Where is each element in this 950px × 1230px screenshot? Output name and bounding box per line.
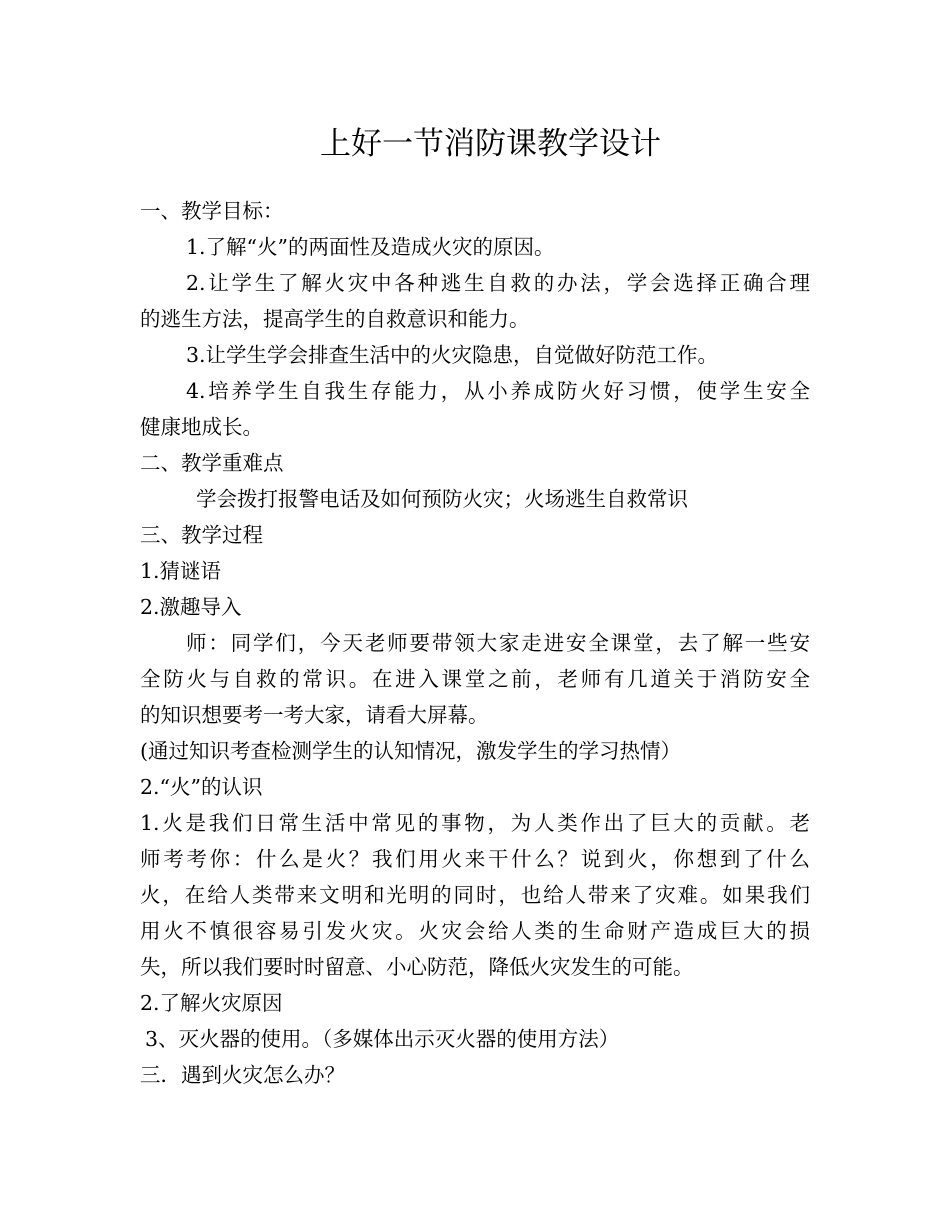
process-step-fire-knowledge: 2.“火”的认识: [140, 775, 263, 799]
fire-paragraph-line-4: 用火不慎很容易引发火灾。火灾会给人类的生命财产造成巨大的损: [140, 919, 810, 943]
teacher-note: (通过知识考查检测学生的认知情况，激发学生的学习热情）: [140, 739, 681, 763]
fire-paragraph-line-5: 失，所以我们要时时留意、小心防范，降低火灾发生的可能。: [140, 955, 694, 979]
document-title: 上好一节消防课教学设计: [320, 126, 661, 162]
process-step-extinguisher: 3、灭火器的使用。（多媒体出示灭火器的使用方法）: [145, 1027, 620, 1051]
teacher-speech-line-1: 师：同学们，今天老师要带领大家走进安全课堂，去了解一些安: [186, 631, 810, 655]
teacher-speech-line-2: 全防火与自救的常识。在进入课堂之前，老师有几道关于消防安全: [140, 667, 810, 691]
fire-paragraph-line-3: 火，在给人类带来文明和光明的同时，也给人带来了灾难。如果我们: [140, 883, 810, 907]
objective-item-4-continued: 健康地成长。: [140, 415, 263, 439]
objective-item-4: 4.培养学生自我生存能力，从小养成防火好习惯，使学生安全: [186, 379, 810, 403]
process-step-riddle: 1.猜谜语: [140, 559, 222, 583]
section-heading-key-points: 二、教学重难点: [140, 451, 284, 475]
section-heading-objectives: 一、教学目标：: [140, 199, 284, 223]
objective-item-2: 2.让学生了解火灾中各种逃生自救的办法，学会选择正确合理: [186, 271, 810, 295]
document-body: [140, 193, 810, 1093]
objective-item-1: 1.了解“火”的两面性及造成火灾的原因。: [186, 235, 555, 259]
fire-paragraph-line-1: 1.火是我们日常生活中常见的事物，为人类作出了巨大的贡献。老: [140, 811, 810, 835]
section-heading-what-to-do: 三．遇到火灾怎么办？: [140, 1063, 345, 1087]
objective-item-2-continued: 的逃生方法，提高学生的自救意识和能力。: [140, 307, 530, 331]
key-points-text: 学会拨打报警电话及如何预防火灾；火场逃生自救常识: [196, 487, 688, 511]
section-heading-process: 三、教学过程: [140, 523, 263, 547]
fire-paragraph-line-2: 师考考你：什么是火？我们用火来干什么？说到火，你想到了什么: [140, 847, 810, 871]
process-step-introduction: 2.激趣导入: [140, 595, 242, 619]
objective-item-3: 3.让学生学会排查生活中的火灾隐患，自觉做好防范工作。: [186, 343, 719, 367]
teacher-speech-line-3: 的知识想要考一考大家，请看大屏幕。: [140, 703, 489, 727]
process-step-fire-causes: 2.了解火灾原因: [140, 991, 283, 1015]
